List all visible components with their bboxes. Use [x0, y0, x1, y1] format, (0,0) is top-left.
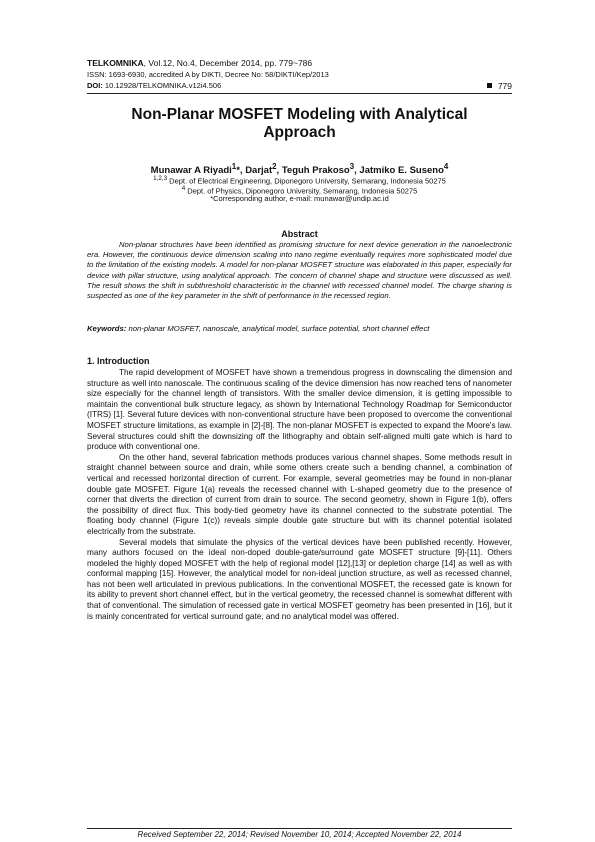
keywords-text: non-planar MOSFET, nanoscale, analytical model, surface potential, short channel effect: [126, 324, 430, 333]
author-2-affiliation: 2: [272, 162, 277, 171]
page-number: [487, 81, 512, 91]
affiliation-1-text: Dept. of Electrical Engineering, Diponegoro University, Semarang, Indonesia 50275: [167, 176, 446, 186]
affiliation-2-marker: 4: [181, 185, 186, 192]
body-paragraph: On the other hand, several fabrication methods produces various channel shapes. Some methods result in straight channel between source and drain, while some others create such a bending channel, a combination of vertical and recessed horizontal direction of current. For example, several geometries may be found in non-planar double gate MOSFET. Figure 1(a) reveals the recessed channel with L-shaped geometry due to the presence of corner that diverts the direction of current from drain to source. The second geometry, shown in Figure 1(b), offers the possibility of direct flux. This body-tied geometry have its channel connected to the substrate potential. The floating body channel (Figure 1(c)) reveals simple double gate structure but with its channel potential isolated electrically from the substrate.: [87, 452, 512, 536]
author-3: Teguh Prakoso: [281, 165, 350, 177]
author-4-affiliation: 4: [443, 162, 449, 171]
issn-line: ISSN: 1693-6930, accredited A by DIKTI, Decree No: 58/DIKTI/Kep/2013: [87, 70, 329, 79]
keywords-label: Keywords:: [87, 324, 127, 333]
doi-label: DOI:: [87, 81, 103, 90]
square-bullet-icon: [487, 83, 492, 88]
affiliation-1-marker: 1,2,3: [153, 175, 168, 182]
author-1-affiliation: 1: [231, 162, 237, 171]
introduction-body: [87, 368, 512, 622]
doi-line: [87, 81, 512, 91]
footer-rule: [87, 828, 512, 829]
affiliation-2-text: Dept. of Physics, Diponegoro University, Semarang, Indonesia 50275: [185, 186, 418, 196]
received-dates: Received September 22, 2014; Revised November 10, 2014; Accepted November 22, 2014: [137, 830, 462, 839]
header-rule: [87, 93, 512, 94]
author-4: Jatmiko E. Suseno: [359, 165, 444, 177]
abstract-heading: Abstract: [281, 229, 318, 239]
journal-header-line: [87, 58, 512, 68]
body-paragraph: The rapid development of MOSFET have shown a tremendous progress in downscaling the dimension and structure as well into nanoscale. The continuous scaling of the device dimension has now reached tens of nanometer size especially for the channel length of transistors. With the smaller device dimension, it is getting impossible to maintain the conventional bulk structure legacy, as shown by International Technology Roadmap for Semiconductor (ITRS) [1]. Several future devices with non-conventional structure have been proposed to overcome the conventional MOSFET structure limitations, as example in [2]-[8]. The non-planar MOSFET is expected to expand the Moore's law. Several structures could shift the downsizing off the lithography and obtain self-aligned multi gate which is hard to produce with conventional one.: [87, 368, 512, 452]
author-1: Munawar A Riyadi: [150, 165, 232, 177]
author-separator: ,: [354, 165, 360, 177]
paper-title-line-2: Approach: [263, 124, 336, 141]
body-paragraph: Several models that simulate the physics of the vertical devices have been published recently. However, many authors focused on the ideal non-doped double-gate/surround gate MOSFET structure [9]-[11]. Others modeled the highly doped MOSFET with the help of regional model [12],[13] or depletion charge [14] as well as with conformal mapping [15]. However, the analytical model for non-ideal junction structure, as well as recessed channel, has not been well articulated in previous publications. In the conventional MOSFET, the recessed gate is known for its ability to prevent short channel effect, but in the vertical geometry, the recessed channel is somewhat different with that of conventional. The simulation of recessed gate in vertical MOSFET geometry has been presented in [16], but it is mainly concentrated for vertical surround gate, and no analytical model was offered.: [87, 537, 512, 621]
author-3-affiliation: 3: [349, 162, 355, 171]
journal-volume-info: , Vol.12, No.4, December 2014, pp. 779~786: [143, 58, 313, 68]
page-number-text: 779: [497, 81, 512, 91]
corresponding-mark: *,: [236, 165, 246, 177]
author-separator: ,: [276, 165, 282, 177]
doi-value[interactable]: 10.12928/TELKOMNIKA.v12i4.506: [102, 81, 222, 90]
section-heading-introduction: 1. Introduction: [87, 356, 150, 366]
author-2: Darjat: [245, 165, 273, 177]
abstract-text: Non-planar structures have been identified as promising structure for next device generation in the nanoelectronic era. However, the continuous device dimension scaling into nano regime eventually requires more sophisticated model due to the limitation of the existing models. A model for non-planar MOSFET structure was elaborated in this paper, especially for device with pillar structure, using analytical approach. The concern of channel shape and structure were discussed as well. The result shows the shift in subthreshold characteristic in the channel with recessed channel model. The charge sharing is suspected as one of the key parameter in the shift of performance in the recessed region.: [87, 240, 512, 301]
paper-title-line-1: Non-Planar MOSFET Modeling with Analytical: [131, 106, 468, 123]
corresponding-author: *Corresponding author, e-mail: munawar@undip.ac.id: [210, 194, 389, 203]
paper-title: [87, 106, 512, 142]
keywords-line: [87, 324, 512, 333]
journal-name: TELKOMNIKA: [87, 58, 144, 68]
